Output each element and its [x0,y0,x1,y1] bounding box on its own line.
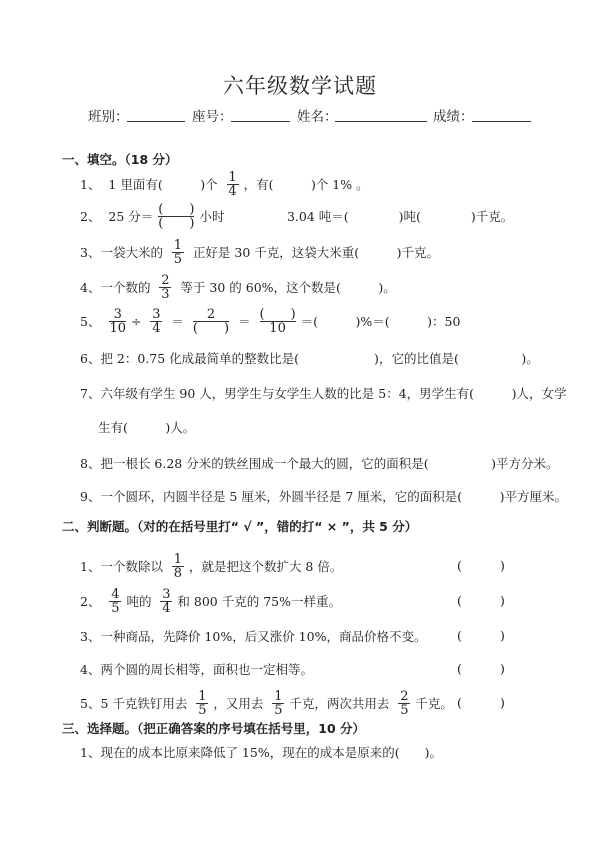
question-text: 2、 25 分＝ [80,209,154,224]
answer-paren-open[interactable]: ( [457,661,462,676]
denominator: 10 [269,320,286,336]
question-text: 二、判断题。（对的在括号里打“ √ ”，错的打“ × ”，共 5 分） [62,519,418,534]
score-label: 成绩： [433,109,474,125]
question-line [80,237,439,267]
question-line [80,378,566,408]
fraction [158,203,194,230]
numerator: 3 [152,306,161,322]
question-text: 等于 30 的 60%，这个数是( )。 [176,280,396,295]
question-line [80,201,513,231]
numerator: 2 [400,688,409,704]
numerator: 4 [111,586,120,602]
question-text: 1、 1 里面有( )个 [80,177,222,192]
answer-paren-close[interactable]: ) [500,695,505,710]
question-text: 3、一种商品，先降价 10%，后又涨价 10%，商品价格不变。 [80,629,427,644]
answer-paren-open[interactable]: ( [457,558,462,573]
answer-paren-open[interactable]: ( [457,593,462,608]
question-text: 5、5 千克铁钉用去 [80,696,192,711]
question-line [80,737,442,767]
question-text: 正好是 30 千克，这袋大米重( )千克。 [188,245,440,260]
class-label: 班别： [88,109,129,125]
numerator: 1 [173,237,183,253]
numerator: 1 [198,688,207,704]
page-title: 六年级数学试题 [223,74,377,98]
question-line [80,654,313,684]
denominator: 4 [152,320,161,336]
denominator: ( ) [192,320,230,336]
numerator: 2 [206,306,216,322]
answer-paren-close[interactable]: ) [500,661,505,676]
fraction [109,308,126,335]
numerator: 1 [228,169,237,185]
class-field[interactable] [127,121,185,122]
numerator: 3 [162,586,171,602]
question-text: 5、 [80,314,105,329]
question-text: 千克，两次共用去 [289,696,394,711]
denominator: 4 [162,600,171,616]
question-text: 4、一个数的 [80,280,155,295]
fraction [260,308,296,335]
denominator: 5 [400,702,409,718]
numerator: ( ) [158,201,195,217]
answer-paren-close[interactable]: ) [500,558,505,573]
answer-paren-close[interactable]: ) [500,628,505,643]
numerator: 1 [173,551,183,567]
question-text: ＝ [234,314,255,329]
question-text: 1、一个数除以 [80,559,167,574]
fraction [109,588,121,615]
seat-label: 座号： [192,109,233,125]
section-heading [62,511,417,541]
question-line [80,448,559,478]
fraction [227,171,239,198]
denominator: ( ) [158,215,195,231]
question-line [80,481,567,511]
numerator: 1 [274,688,283,704]
question-line [80,272,396,302]
question-text: ＝( )%＝( )：50 [300,314,461,329]
fraction [398,690,410,717]
question-line [80,343,539,373]
fraction [193,308,229,335]
fraction [159,274,171,301]
fraction [150,308,162,335]
denominator: 10 [109,320,126,336]
numerator: 2 [161,272,170,288]
denominator: 8 [173,565,183,581]
question-line [80,306,460,336]
question-text: 千克。 [415,696,453,711]
question-text: 吨的 [126,594,156,609]
question-text: ＝ [167,314,188,329]
question-text: 4、两个圆的周长相等，面积也一定相等。 [80,662,313,677]
denominator: 5 [274,702,283,718]
score-field[interactable] [472,121,531,122]
answer-paren-open[interactable]: ( [457,695,462,710]
denominator: 5 [111,600,120,616]
question-text: 一、填空。（18 分） [62,152,178,167]
question-text: 小时 3.04 吨＝( )吨( )千克。 [199,209,514,224]
fraction [160,588,172,615]
denominator: 4 [228,183,237,199]
seat-field[interactable] [231,121,290,122]
question-line [98,412,195,442]
denominator: 5 [173,251,183,267]
name-field[interactable] [335,121,427,122]
numerator: ( ) [259,306,296,322]
question-line [80,621,426,651]
question-text: ÷ [130,313,146,329]
answer-paren-open[interactable]: ( [457,628,462,643]
question-text: ，就是把这个数扩大 8 倍。 [188,559,343,574]
question-text: 9、一个圆环，内圆半径是 5 厘米，外圆半径是 7 厘米，它的面积是( )平方厘米。 [80,489,568,504]
question-line [80,169,369,199]
question-text: 3、一袋大米的 [80,245,167,260]
question-text: 8、把一根长 6.28 分米的铁丝围成一个最大的圆，它的面积是( )平方分米。 [80,456,559,471]
question-line [80,551,342,581]
question-text: 和 800 千克的 75%一样重。 [177,594,341,609]
question-text: 三、选择题。（把正确答案的序号填在括号里，10 分） [62,721,365,736]
question-line [80,586,341,616]
question-text: 1、现在的成本比原来降低了 15%，现在的成本是原来的( )。 [80,745,442,760]
denominator: 5 [198,702,207,718]
answer-paren-close[interactable]: ) [500,593,505,608]
question-text: 6、把 2：0.75 化成最简单的整数比是( )，它的比值是( )。 [80,351,539,366]
fraction [172,553,184,580]
name-label: 姓名： [297,109,338,125]
question-text: ，又用去 [213,696,268,711]
numerator: 3 [113,306,122,322]
question-text: 2、 [80,594,105,609]
question-text: 生有( )人。 [98,420,196,435]
denominator: 3 [161,286,170,302]
question-text: ，有( )个 1% 。 [243,177,369,192]
question-text: 7、六年级有学生 90 人，男学生与女学生人数的比是 5：4，男学生有( )人，女学 [80,386,567,401]
fraction [172,239,184,266]
